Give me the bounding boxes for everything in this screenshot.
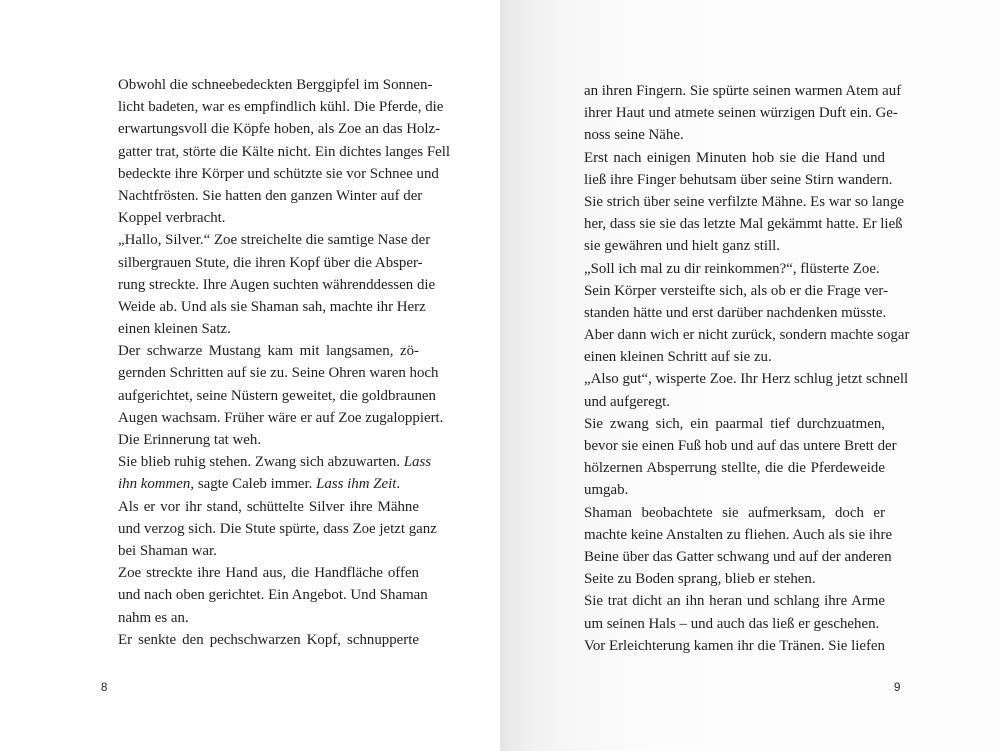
text-line: Koppel verbracht. [118, 210, 226, 227]
text-line: Er senkte den pechschwarzen Kopf, schnupperte [118, 631, 419, 648]
text-line: Shaman beobachtete sie aufmerksam, doch er [584, 504, 885, 521]
text-line: machte keine Anstalten zu fliehen. Auch als sie ihre [584, 526, 893, 543]
text-line: Weide ab. Und als sie Shaman sah, machte ihr Herz [118, 298, 426, 315]
text-line: Sie trat dicht an ihn heran und schlang ihre Arme [584, 593, 885, 610]
text-line: gatter trat, störte die Kälte nicht. Ein dichtes langes Fell [118, 143, 451, 160]
text-line: „Hallo, Silver.“ Zoe streichelte die samtige Nase der [118, 232, 431, 249]
text-line: hölzernen Absperrung stellte, die die Pferdeweide [584, 460, 885, 477]
text-line: Sie strich über seine verfilzte Mähne. Es war so lange [584, 193, 905, 210]
text-line: Nachtfrösten. Sie hatten den ganzen Winter auf der [118, 187, 423, 204]
text-line: licht badeten, war es empfindlich kühl. Die Pferde, die [118, 99, 444, 116]
text-line: und nach oben gerichtet. Ein Angebot. Und Shaman [118, 587, 428, 604]
text-line: Erst nach einigen Minuten hob sie die Hand und [584, 149, 885, 166]
text-line: Sein Körper versteifte sich, als ob er die Frage ver- [584, 282, 889, 299]
text-line: an ihren Fingern. Sie spürte seinen warmen Atem auf [584, 83, 902, 99]
text-line: nahm es an. [118, 609, 189, 626]
text-line: gernden Schritten auf sie zu. Seine Ohren waren hoch [118, 365, 439, 382]
text-line: Seite zu Boden sprang, blieb er stehen. [584, 571, 816, 588]
text-line: standen hätte und erst darüber nachdenken müsste. [584, 304, 887, 321]
left-page-text [118, 74, 451, 651]
text-line: Sie blieb ruhig stehen. Zwang sich abzuwarten. Lass [118, 454, 432, 471]
text-line: Augen wachsam. Früher wäre er auf Zoe zugaloppiert. [118, 409, 444, 426]
text-line: Die Erinnerung tat weh. [118, 432, 262, 448]
text-line: Sie zwang sich, ein paarmal tief durchzuatmen, [584, 415, 885, 432]
right-page [500, 0, 1000, 751]
text-line: aufgerichtet, seine Nüstern geweitet, die goldbraunen [118, 387, 436, 404]
text-line: noss seine Nähe. [584, 127, 684, 144]
right-page-text [584, 80, 910, 657]
text-line: Obwohl die schneebedeckten Berggipfel im Sonnen- [118, 77, 433, 93]
text-line: her, dass sie sie das letzte Mal gekämmt hatte. Er ließ [584, 216, 903, 233]
text-line: ihn kommen, sagte Caleb immer. Lass ihm Zeit. [118, 476, 401, 493]
text-line: erwartungsvoll die Köpfe hoben, als Zoe an das Holz- [118, 121, 441, 138]
page-number-right: 9 [894, 682, 901, 694]
text-line: Aber dann wich er nicht zurück, sondern machte sogar [584, 327, 910, 344]
text-line: um seinen Hals – und auch das ließ er geschehen. [584, 615, 880, 632]
text-line: „Also gut“, wisperte Zoe. Ihr Herz schlug jetzt schnell [584, 371, 909, 388]
text-line: bedeckte ihre Körper und schützte sie vor Schnee und [118, 165, 439, 182]
text-line: Der schwarze Mustang kam mit langsamen, zö- [118, 343, 419, 360]
text-line: einen kleinen Schritt auf sie zu. [584, 349, 772, 366]
text-line: Beine über das Gatter schwang und auf der anderen [584, 548, 892, 565]
text-line: einen kleinen Satz. [118, 321, 231, 338]
text-line: Als er vor ihr stand, schüttelte Silver ihre Mähne [118, 498, 419, 515]
text-line: Zoe streckte ihre Hand aus, die Handfläche offen [118, 565, 419, 582]
text-line: silbergrauen Stute, die ihren Kopf über die Absper- [118, 254, 423, 271]
text-line: „Soll ich mal zu dir reinkommen?“, flüsterte Zoe. [584, 260, 880, 277]
text-line: rung streckte. Ihre Augen suchten währenddessen die [118, 276, 436, 293]
page-number-left: 8 [101, 682, 108, 694]
text-line: sie gewähren und hielt ganz still. [584, 238, 781, 255]
text-line: umgab. [584, 482, 629, 499]
text-line: bei Shaman war. [118, 542, 217, 559]
text-line: und aufgeregt. [584, 393, 670, 410]
text-line: und verzog sich. Die Stute spürte, dass Zoe jetzt ganz [118, 520, 437, 537]
text-line: ließ ihre Finger behutsam über seine Stirn wandern. [584, 171, 893, 188]
text-line: bevor sie einen Fuß hob und auf das untere Brett der [584, 438, 897, 454]
text-line: ihrer Haut und atmete seinen würzigen Duft ein. Ge- [584, 105, 898, 122]
text-line: Vor Erleichterung kamen ihr die Tränen. Sie liefen [584, 637, 885, 654]
